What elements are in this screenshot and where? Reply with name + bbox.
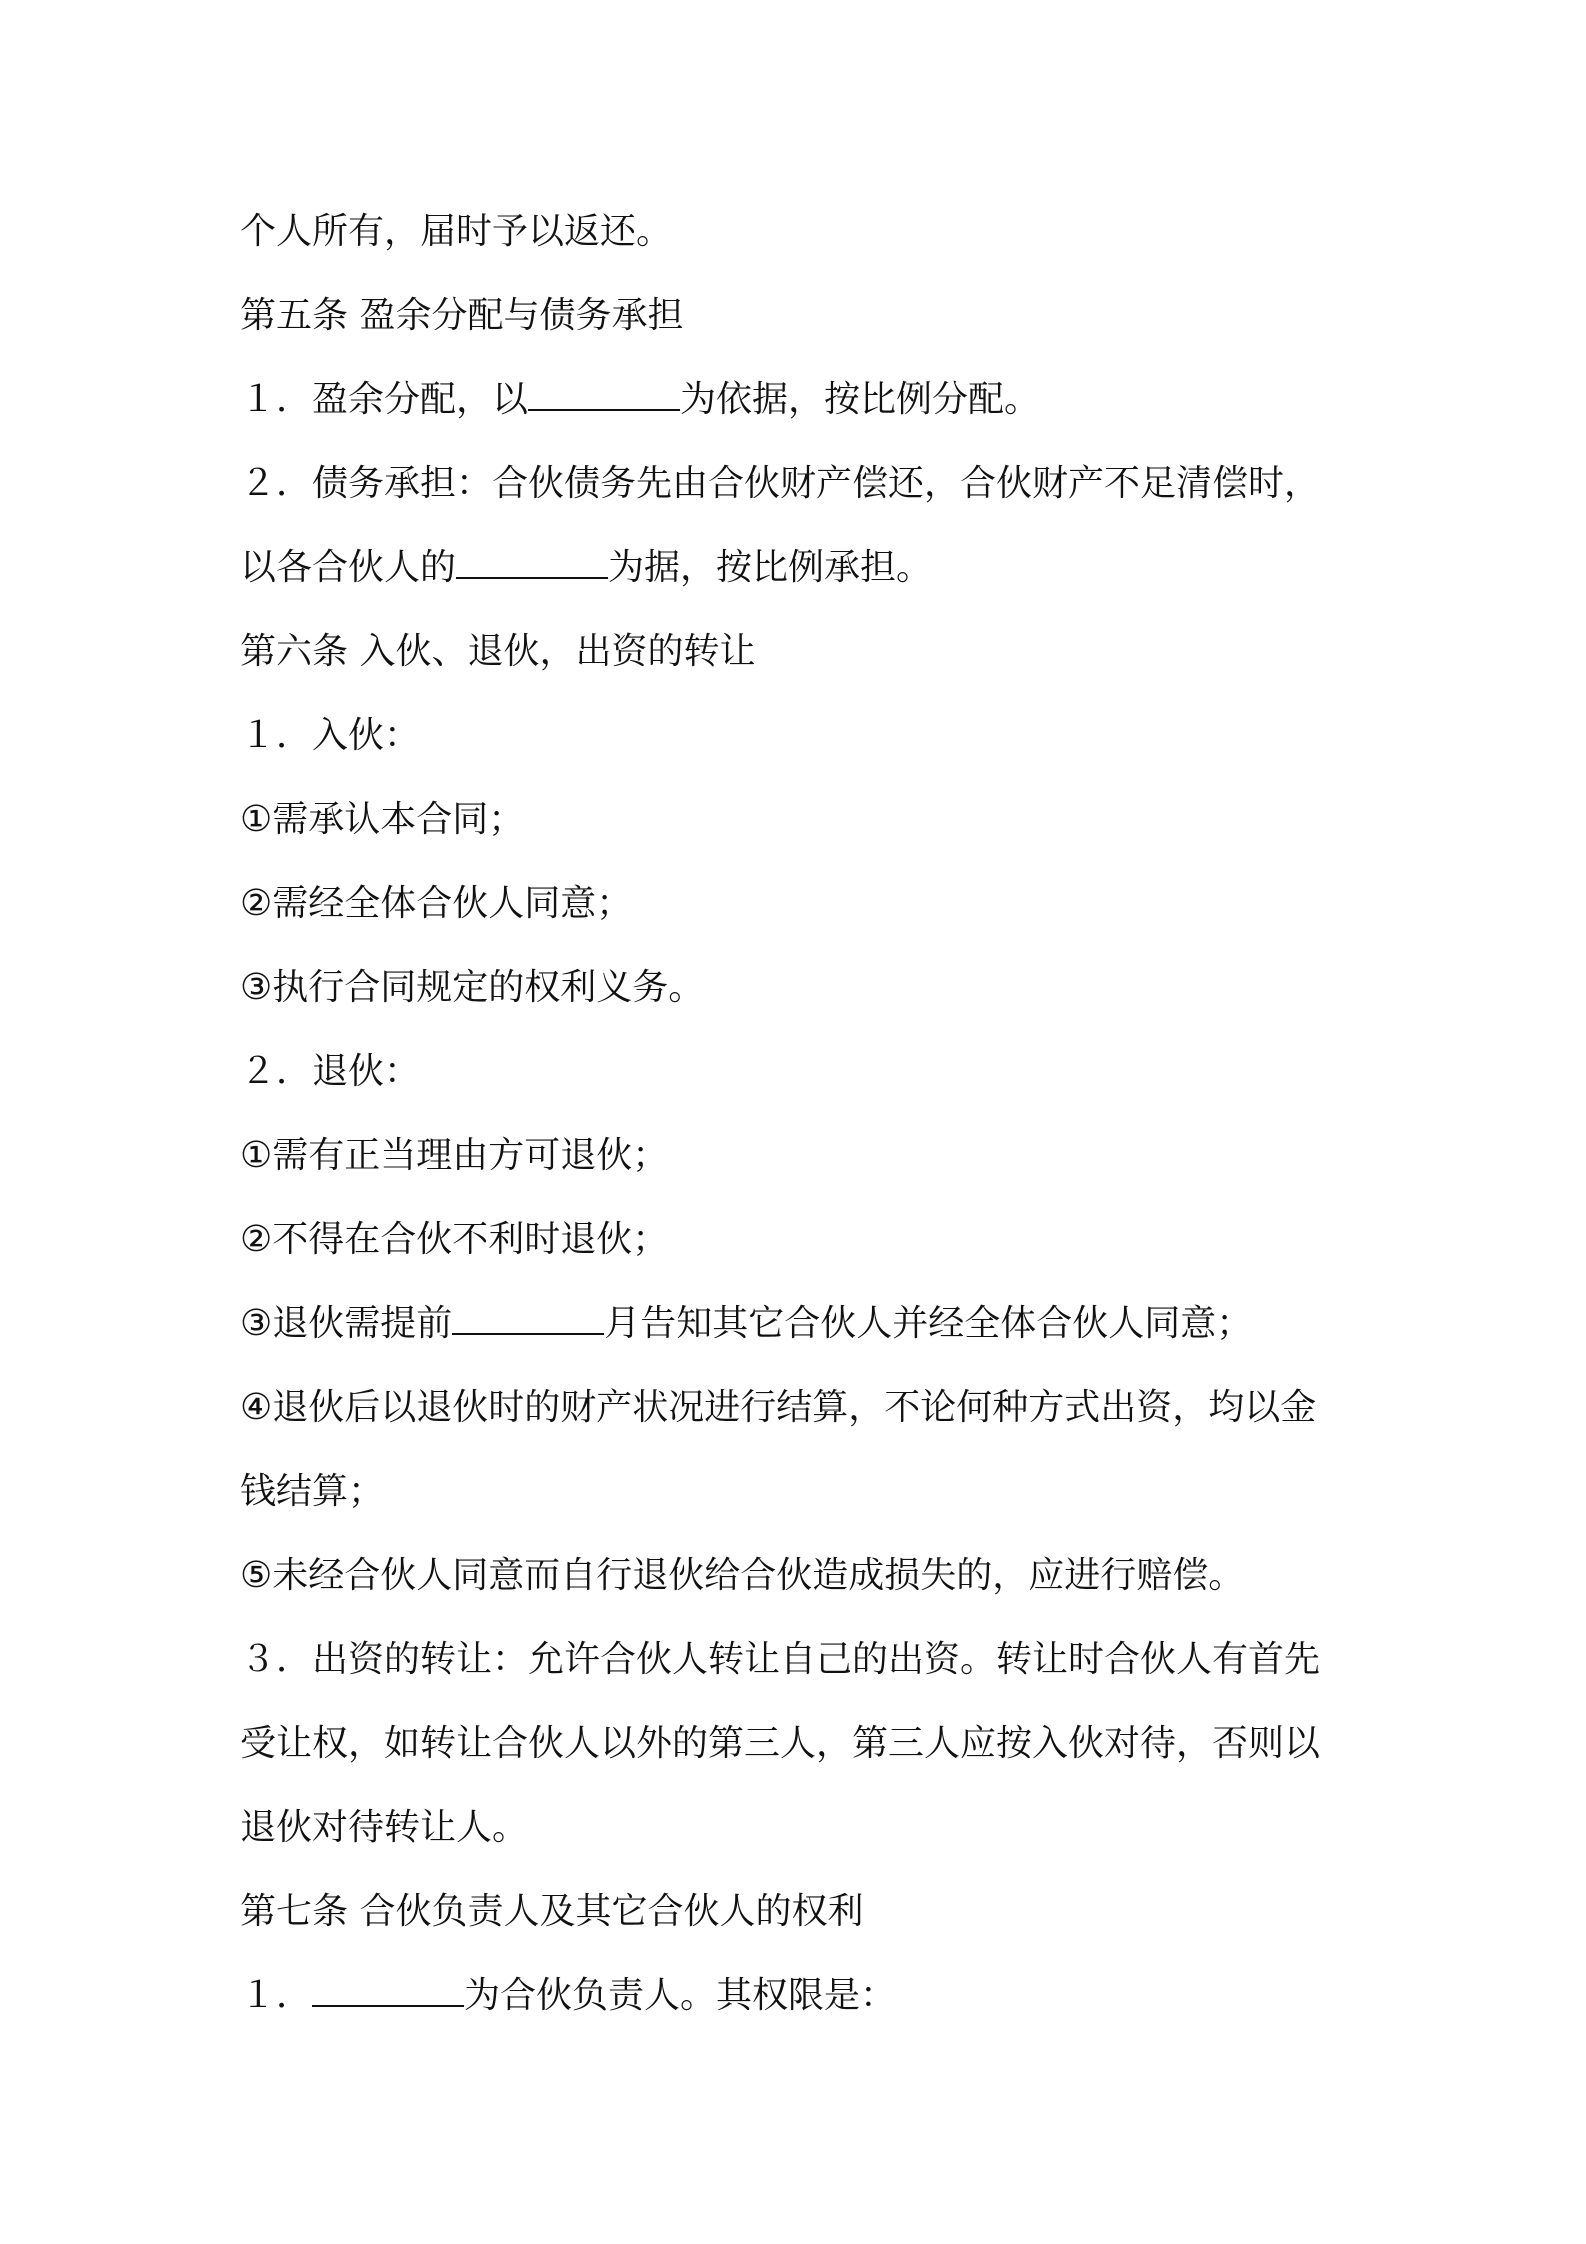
line-text: 为据，按比例承担。 — [608, 547, 933, 588]
paragraph-line — [240, 190, 1360, 274]
heading-text: 第七条 合伙负责人及其它合伙人的权利 — [240, 1891, 864, 1932]
line-text: 为合伙负责人。其权限是： — [464, 1975, 897, 2016]
section-heading — [240, 1870, 1360, 1954]
line-text: ①需承认本合同； — [240, 799, 525, 840]
list-item — [240, 778, 1360, 862]
line-text: １． — [240, 1975, 313, 2016]
line-text: ２．债务承担：合伙债务先由合伙财产偿还，合伙财产不足清偿时， — [240, 463, 1321, 504]
list-item — [240, 1282, 1360, 1366]
paragraph-line — [240, 1030, 1360, 1114]
line-text: ２．退伙： — [240, 1051, 421, 1092]
line-text: 月告知其它合伙人并经全体合伙人同意； — [604, 1303, 1253, 1344]
paragraph-line — [240, 1450, 1360, 1534]
list-item — [240, 1114, 1360, 1198]
line-text: ②需经全体合伙人同意； — [240, 883, 633, 924]
fill-in-blank[interactable] — [456, 547, 608, 579]
heading-text: 第五条 盈余分配与债务承担 — [240, 295, 684, 336]
paragraph-line — [240, 526, 1360, 610]
list-item — [240, 946, 1360, 1030]
paragraph-line — [240, 1954, 1360, 2038]
line-text: ②不得在合伙不利时退伙； — [240, 1219, 669, 1260]
document-body — [240, 190, 1360, 2038]
paragraph-line — [240, 442, 1360, 526]
section-heading — [240, 610, 1360, 694]
line-text: ３．出资的转让：允许合伙人转让自己的出资。转让时合伙人有首先 — [240, 1639, 1321, 1680]
line-text: ⑤未经合伙人同意而自行退伙给合伙造成损失的，应进行赔偿。 — [240, 1555, 1245, 1596]
fill-in-blank[interactable] — [452, 1303, 604, 1335]
section-heading — [240, 274, 1360, 358]
fill-in-blank[interactable] — [312, 1975, 464, 2007]
line-text: 退伙对待转让人。 — [240, 1807, 529, 1848]
line-text: 为依据，按比例分配。 — [680, 379, 1041, 420]
list-item — [240, 862, 1360, 946]
paragraph-line — [240, 358, 1360, 442]
line-text: ③执行合同规定的权利义务。 — [240, 967, 705, 1008]
paragraph-line — [240, 694, 1360, 778]
line-text: ④退伙后以退伙时的财产状况进行结算，不论何种方式出资，均以金 — [240, 1387, 1317, 1428]
list-item — [240, 1534, 1360, 1618]
list-item — [240, 1198, 1360, 1282]
paragraph-line — [240, 1786, 1360, 1870]
paragraph-line — [240, 1702, 1360, 1786]
line-text: 受让权，如转让合伙人以外的第三人，第三人应按入伙对待，否则以 — [240, 1723, 1321, 1764]
line-text: 个人所有，届时予以返还。 — [240, 211, 673, 252]
line-text: 以各合伙人的 — [240, 547, 457, 588]
line-text: ①需有正当理由方可退伙； — [240, 1135, 669, 1176]
line-text: １．盈余分配，以 — [240, 379, 529, 420]
fill-in-blank[interactable] — [528, 379, 680, 411]
paragraph-line — [240, 1618, 1360, 1702]
line-text: １．入伙： — [240, 715, 421, 756]
line-text: ③退伙需提前 — [240, 1303, 453, 1344]
line-text: 钱结算； — [240, 1471, 385, 1512]
heading-text: 第六条 入伙、退伙，出资的转让 — [240, 631, 756, 672]
list-item — [240, 1366, 1360, 1450]
